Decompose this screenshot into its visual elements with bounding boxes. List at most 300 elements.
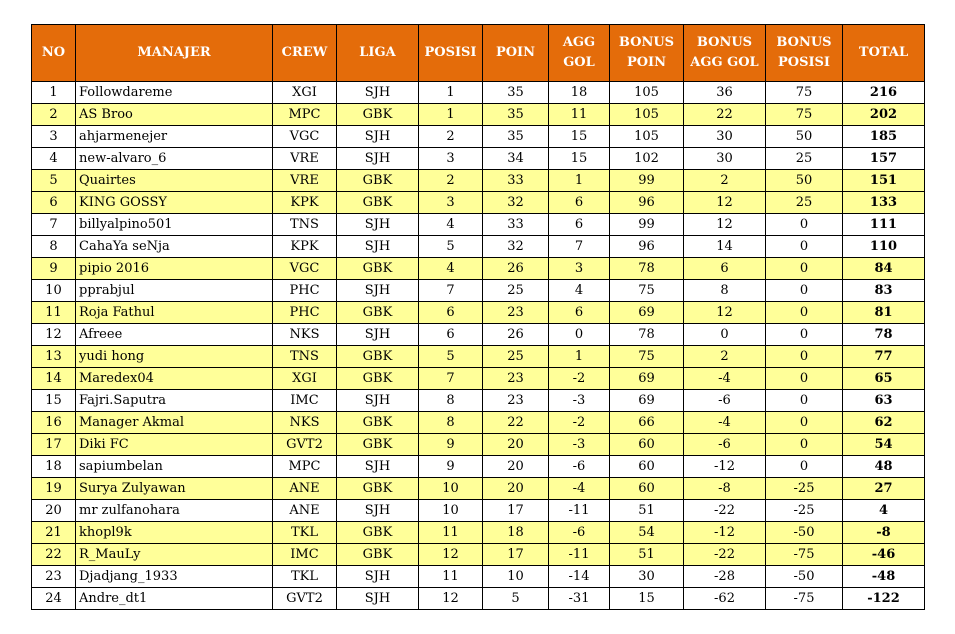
cell-liga: GBK [337,258,419,280]
cell-no: 10 [32,280,76,302]
cell-no: 1 [32,82,76,104]
table-body [32,82,925,610]
cell-posisi: 4 [419,258,483,280]
cell-posisi: 8 [419,390,483,412]
cell-bonus-agg-gol: 30 [684,148,766,170]
cell-bonus-posisi: 0 [766,346,843,368]
table-row [32,170,925,192]
cell-bonus-poin: 51 [610,500,684,522]
cell-poin: 5 [483,588,549,610]
cell-crew: IMC [273,544,337,566]
cell-liga: GBK [337,170,419,192]
cell-liga: GBK [337,412,419,434]
table-row [32,456,925,478]
cell-total: 133 [843,192,925,214]
cell-posisi: 8 [419,412,483,434]
cell-posisi: 5 [419,346,483,368]
cell-posisi: 6 [419,324,483,346]
cell-manajer: Quairtes [76,170,273,192]
cell-no: 13 [32,346,76,368]
cell-agg-gol: 1 [549,170,610,192]
cell-manajer: R_MauLy [76,544,273,566]
cell-bonus-agg-gol: 6 [684,258,766,280]
cell-liga: SJH [337,456,419,478]
cell-bonus-posisi: 25 [766,148,843,170]
cell-bonus-poin: 60 [610,434,684,456]
cell-poin: 18 [483,522,549,544]
table-row [32,126,925,148]
column-header-posisi [419,25,483,82]
cell-bonus-agg-gol: -4 [684,412,766,434]
cell-posisi: 6 [419,302,483,324]
cell-manajer: Followdareme [76,82,273,104]
cell-no: 9 [32,258,76,280]
cell-poin: 10 [483,566,549,588]
cell-bonus-poin: 102 [610,148,684,170]
cell-bonus-poin: 105 [610,104,684,126]
cell-liga: SJH [337,324,419,346]
cell-poin: 23 [483,368,549,390]
cell-poin: 22 [483,412,549,434]
cell-bonus-poin: 105 [610,126,684,148]
cell-bonus-agg-gol: -22 [684,500,766,522]
cell-agg-gol: -3 [549,390,610,412]
cell-bonus-poin: 60 [610,478,684,500]
cell-manajer: Andre_dt1 [76,588,273,610]
table-row [32,148,925,170]
column-header-liga [337,25,419,82]
cell-total: 202 [843,104,925,126]
cell-manajer: Manager Akmal [76,412,273,434]
cell-total: 54 [843,434,925,456]
cell-agg-gol: -4 [549,478,610,500]
cell-no: 16 [32,412,76,434]
cell-no: 6 [32,192,76,214]
cell-bonus-poin: 30 [610,566,684,588]
cell-agg-gol: 11 [549,104,610,126]
table-header [32,25,925,82]
cell-bonus-poin: 75 [610,280,684,302]
cell-total: 27 [843,478,925,500]
cell-bonus-agg-gol: -12 [684,456,766,478]
cell-bonus-agg-gol: 8 [684,280,766,302]
cell-posisi: 3 [419,148,483,170]
cell-bonus-agg-gol: 14 [684,236,766,258]
cell-crew: TKL [273,566,337,588]
cell-bonus-agg-gol: -6 [684,434,766,456]
cell-crew: XGI [273,368,337,390]
cell-poin: 20 [483,478,549,500]
cell-liga: GBK [337,478,419,500]
cell-total: 83 [843,280,925,302]
cell-bonus-posisi: 75 [766,82,843,104]
cell-poin: 20 [483,456,549,478]
cell-total: 62 [843,412,925,434]
cell-liga: GBK [337,346,419,368]
cell-total: 4 [843,500,925,522]
cell-bonus-posisi: 0 [766,412,843,434]
header-row [32,25,925,82]
cell-poin: 32 [483,236,549,258]
column-header-label: MANAJER [137,45,211,60]
cell-posisi: 11 [419,522,483,544]
cell-bonus-posisi: 0 [766,324,843,346]
cell-liga: GBK [337,192,419,214]
cell-bonus-poin: 51 [610,544,684,566]
cell-crew: ANE [273,500,337,522]
cell-crew: NKS [273,412,337,434]
cell-manajer: ahjarmenejer [76,126,273,148]
table-row [32,500,925,522]
cell-bonus-agg-gol: 36 [684,82,766,104]
table-row [32,214,925,236]
cell-agg-gol: -2 [549,412,610,434]
cell-bonus-posisi: -25 [766,500,843,522]
table-row [32,82,925,104]
cell-no: 18 [32,456,76,478]
cell-bonus-poin: 99 [610,214,684,236]
cell-manajer: CahaYa seNja [76,236,273,258]
cell-bonus-agg-gol: 0 [684,324,766,346]
cell-posisi: 10 [419,478,483,500]
cell-poin: 23 [483,302,549,324]
cell-no: 14 [32,368,76,390]
cell-posisi: 9 [419,456,483,478]
cell-liga: GBK [337,522,419,544]
table-row [32,522,925,544]
cell-manajer: sapiumbelan [76,456,273,478]
cell-no: 12 [32,324,76,346]
cell-bonus-agg-gol: -28 [684,566,766,588]
cell-poin: 35 [483,104,549,126]
cell-posisi: 9 [419,434,483,456]
cell-bonus-posisi: -75 [766,588,843,610]
cell-agg-gol: -6 [549,456,610,478]
cell-posisi: 7 [419,280,483,302]
cell-agg-gol: -2 [549,368,610,390]
cell-bonus-poin: 78 [610,324,684,346]
cell-bonus-agg-gol: -22 [684,544,766,566]
column-header-label: NO [41,45,66,60]
table-row [32,412,925,434]
column-header-label: LIGA [359,45,396,60]
cell-poin: 17 [483,544,549,566]
cell-bonus-poin: 66 [610,412,684,434]
cell-agg-gol: 15 [549,126,610,148]
cell-liga: SJH [337,82,419,104]
cell-poin: 23 [483,390,549,412]
cell-bonus-agg-gol: 22 [684,104,766,126]
cell-posisi: 2 [419,170,483,192]
cell-bonus-posisi: 0 [766,456,843,478]
cell-bonus-posisi: 0 [766,236,843,258]
table-row [32,478,925,500]
column-header-agg-gol [549,25,610,82]
standings-table [31,24,925,610]
cell-agg-gol: 6 [549,192,610,214]
column-header-total [843,25,925,82]
cell-bonus-agg-gol: -4 [684,368,766,390]
cell-total: 111 [843,214,925,236]
cell-bonus-posisi: 0 [766,368,843,390]
cell-posisi: 2 [419,126,483,148]
table-row [32,390,925,412]
cell-liga: GBK [337,544,419,566]
cell-total: 185 [843,126,925,148]
table-row [32,236,925,258]
cell-manajer: Djadjang_1933 [76,566,273,588]
column-header-poin [483,25,549,82]
cell-poin: 32 [483,192,549,214]
cell-no: 21 [32,522,76,544]
cell-bonus-posisi: -50 [766,566,843,588]
cell-crew: PHC [273,280,337,302]
cell-bonus-agg-gol: 12 [684,192,766,214]
cell-total: -8 [843,522,925,544]
cell-manajer: Maredex04 [76,368,273,390]
cell-no: 7 [32,214,76,236]
column-header-crew [273,25,337,82]
cell-poin: 35 [483,82,549,104]
cell-manajer: Roja Fathul [76,302,273,324]
cell-posisi: 7 [419,368,483,390]
cell-crew: VGC [273,126,337,148]
cell-total: 151 [843,170,925,192]
cell-agg-gol: -6 [549,522,610,544]
column-header-bonus-poin [610,25,684,82]
table-row [32,566,925,588]
cell-bonus-agg-gol: 2 [684,170,766,192]
cell-bonus-poin: 96 [610,236,684,258]
cell-manajer: mr zulfanohara [76,500,273,522]
cell-bonus-poin: 54 [610,522,684,544]
cell-bonus-agg-gol: 12 [684,214,766,236]
cell-poin: 20 [483,434,549,456]
cell-agg-gol: 3 [549,258,610,280]
cell-bonus-posisi: -75 [766,544,843,566]
cell-total: -48 [843,566,925,588]
cell-crew: MPC [273,104,337,126]
cell-crew: GVT2 [273,434,337,456]
cell-manajer: billyalpino501 [76,214,273,236]
cell-liga: SJH [337,500,419,522]
cell-manajer: new-alvaro_6 [76,148,273,170]
cell-bonus-poin: 99 [610,170,684,192]
cell-agg-gol: -3 [549,434,610,456]
cell-poin: 34 [483,148,549,170]
cell-posisi: 11 [419,566,483,588]
cell-poin: 33 [483,170,549,192]
column-header-label: TOTAL [858,45,909,60]
cell-bonus-posisi: 0 [766,280,843,302]
cell-posisi: 1 [419,82,483,104]
cell-total: 48 [843,456,925,478]
cell-crew: PHC [273,302,337,324]
cell-posisi: 12 [419,588,483,610]
cell-manajer: Diki FC [76,434,273,456]
cell-crew: TNS [273,214,337,236]
column-header-no [32,25,76,82]
cell-crew: IMC [273,390,337,412]
cell-bonus-posisi: 0 [766,390,843,412]
cell-bonus-poin: 60 [610,456,684,478]
cell-no: 3 [32,126,76,148]
cell-agg-gol: 4 [549,280,610,302]
cell-total: 81 [843,302,925,324]
table-row [32,588,925,610]
cell-poin: 25 [483,346,549,368]
cell-no: 15 [32,390,76,412]
cell-crew: VGC [273,258,337,280]
cell-posisi: 12 [419,544,483,566]
cell-total: 63 [843,390,925,412]
cell-bonus-agg-gol: 2 [684,346,766,368]
cell-bonus-poin: 96 [610,192,684,214]
cell-total: 84 [843,258,925,280]
table-row [32,258,925,280]
cell-no: 2 [32,104,76,126]
cell-poin: 33 [483,214,549,236]
column-header-label: AGG GOL [690,55,759,70]
cell-poin: 35 [483,126,549,148]
cell-posisi: 10 [419,500,483,522]
cell-liga: GBK [337,368,419,390]
cell-bonus-poin: 69 [610,368,684,390]
table-row [32,368,925,390]
table-row [32,346,925,368]
cell-crew: NKS [273,324,337,346]
column-header-bonus-agg-gol [684,25,766,82]
cell-manajer: AS Broo [76,104,273,126]
cell-bonus-posisi: 0 [766,302,843,324]
cell-bonus-posisi: 50 [766,126,843,148]
cell-liga: GBK [337,104,419,126]
table-row [32,192,925,214]
cell-no: 19 [32,478,76,500]
cell-liga: SJH [337,126,419,148]
cell-manajer: Afreee [76,324,273,346]
column-header-label: GOL [563,55,595,70]
cell-bonus-agg-gol: -62 [684,588,766,610]
cell-poin: 17 [483,500,549,522]
column-header-label: CREW [281,45,328,60]
cell-no: 8 [32,236,76,258]
cell-agg-gol: 7 [549,236,610,258]
table-row [32,434,925,456]
cell-bonus-poin: 69 [610,302,684,324]
cell-posisi: 5 [419,236,483,258]
cell-liga: SJH [337,390,419,412]
cell-agg-gol: 1 [549,346,610,368]
cell-bonus-posisi: 0 [766,434,843,456]
cell-liga: SJH [337,566,419,588]
cell-agg-gol: -31 [549,588,610,610]
cell-manajer: Fajri.Saputra [76,390,273,412]
cell-agg-gol: 6 [549,302,610,324]
cell-crew: XGI [273,82,337,104]
cell-liga: GBK [337,302,419,324]
cell-bonus-posisi: 50 [766,170,843,192]
table-row [32,544,925,566]
table-row [32,324,925,346]
cell-total: 110 [843,236,925,258]
cell-agg-gol: 0 [549,324,610,346]
cell-bonus-posisi: 75 [766,104,843,126]
column-header-label: BONUS [618,35,675,50]
cell-manajer: KING GOSSY [76,192,273,214]
cell-agg-gol: 15 [549,148,610,170]
cell-agg-gol: 18 [549,82,610,104]
cell-liga: SJH [337,280,419,302]
cell-crew: GVT2 [273,588,337,610]
cell-agg-gol: 6 [549,214,610,236]
cell-bonus-poin: 105 [610,82,684,104]
table-row [32,104,925,126]
cell-no: 22 [32,544,76,566]
cell-poin: 25 [483,280,549,302]
cell-total: -122 [843,588,925,610]
cell-bonus-posisi: -50 [766,522,843,544]
table-row [32,280,925,302]
cell-bonus-poin: 15 [610,588,684,610]
cell-total: 157 [843,148,925,170]
cell-crew: MPC [273,456,337,478]
cell-total: -46 [843,544,925,566]
cell-crew: KPK [273,192,337,214]
cell-total: 216 [843,82,925,104]
cell-agg-gol: -11 [549,500,610,522]
cell-manajer: pprabjul [76,280,273,302]
cell-bonus-poin: 75 [610,346,684,368]
column-header-label: POSISI [777,55,831,70]
column-header-manajer [76,25,273,82]
cell-agg-gol: -14 [549,566,610,588]
cell-no: 4 [32,148,76,170]
cell-bonus-posisi: 0 [766,258,843,280]
cell-manajer: yudi hong [76,346,273,368]
cell-no: 5 [32,170,76,192]
cell-bonus-agg-gol: -12 [684,522,766,544]
cell-agg-gol: -11 [549,544,610,566]
cell-no: 23 [32,566,76,588]
cell-no: 20 [32,500,76,522]
cell-no: 24 [32,588,76,610]
cell-bonus-agg-gol: 12 [684,302,766,324]
cell-bonus-posisi: 25 [766,192,843,214]
cell-total: 78 [843,324,925,346]
column-header-label: POIN [626,55,667,70]
cell-manajer: pipio 2016 [76,258,273,280]
cell-bonus-agg-gol: 30 [684,126,766,148]
table-row [32,302,925,324]
cell-poin: 26 [483,258,549,280]
cell-bonus-posisi: -25 [766,478,843,500]
column-header-label: BONUS [776,35,832,50]
cell-bonus-poin: 69 [610,390,684,412]
cell-liga: GBK [337,434,419,456]
cell-liga: SJH [337,148,419,170]
cell-poin: 26 [483,324,549,346]
column-header-label: BONUS [696,35,753,50]
column-header-bonus-posisi [766,25,843,82]
cell-liga: SJH [337,236,419,258]
cell-no: 11 [32,302,76,324]
cell-crew: TNS [273,346,337,368]
cell-crew: VRE [273,170,337,192]
cell-bonus-agg-gol: -8 [684,478,766,500]
cell-liga: SJH [337,214,419,236]
cell-total: 77 [843,346,925,368]
